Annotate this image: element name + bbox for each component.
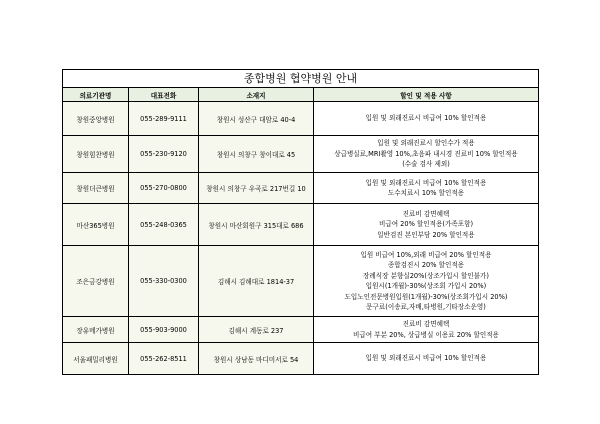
header-name: 의료기관명 [63,88,129,101]
hospital-name: 서울패밀리병원 [63,343,129,374]
benefit-line: 입원 및 외래진료시 비급여 10% 할인적용 [365,178,487,187]
hospital-name: 창원더큰병원 [63,173,129,203]
header-phone: 대표전화 [129,88,199,101]
benefit-line: 진료비 감면혜택 [402,320,450,328]
hospital-table [62,69,539,375]
header-address: 소재지 [199,88,314,101]
table-row [63,102,538,136]
page-title: 종합병원 협약병원 안내 [63,70,538,88]
table-row [63,136,538,173]
benefit-line: 일반검진 본인부담 20% 할인적용 [377,230,475,239]
hospital-phone: 055-903-9000 [129,317,199,342]
benefit-line: 입원 및 외래진료시 비급여 10% 할인적용 [365,354,487,363]
hospital-benefits [314,136,538,172]
hospital-phone: 055-248-0365 [129,204,199,245]
table-row [63,173,538,204]
hospital-benefits [314,343,538,374]
hospital-phone: 055-270-0800 [129,173,199,203]
benefit-line: 비급여 부분 20%, 상급병실 이용료 20% 할인적용 [353,330,499,339]
benefit-line: 입원 비급여 10%,외래 비급여 20% 할인적용 [360,250,492,259]
hospital-name: 창원중앙병원 [63,102,129,135]
benefit-line: 도수치료시 10% 할인적용 [387,189,465,197]
hospital-benefits [314,246,538,316]
hospital-address: 창원시 의창구 우곡로 217번길 10 [199,173,314,203]
table-row [63,317,538,343]
hospital-name: 장유메가병원 [63,317,129,342]
benefit-line: 장례식장 분향실20%(상조가입시 할인불가) [363,271,489,280]
benefit-line: 입원 및 외래진료시 비급여 10% 할인적용 [365,114,487,123]
hospital-phone: 055-289-9111 [129,102,199,135]
hospital-phone: 055-230-9120 [129,136,199,172]
hospital-name: 마산365병원 [63,204,129,245]
header-benefits: 할인 및 적용 사항 [314,88,538,101]
table-row [63,246,538,317]
hospital-benefits [314,317,538,342]
benefit-line: 문구료(이송료,자배,타병원,기타장소운영) [366,303,486,311]
table-row [63,204,538,246]
hospital-name: 창원힘찬병원 [63,136,129,172]
hospital-benefits [314,204,538,245]
benefit-line: 비급여 20% 할인적용(가족포함) [378,220,474,229]
benefit-line: 입원 및 외래진료시 할인수가 적용 [377,139,475,148]
hospital-benefits [314,173,538,203]
hospital-address: 창원시 마산회원구 315대로 686 [199,204,314,245]
benefit-line: 진료비 감면혜택 [402,209,450,218]
table-header-row [63,88,538,102]
hospital-address: 창원시 상남동 마디미서로 54 [199,343,314,374]
table-row [63,343,538,374]
hospital-address: 창원시 의창구 창이대로 45 [199,136,314,172]
benefit-line: 입원시(1개월)-30%(상조회 가입시 20%) [365,282,487,290]
hospital-name: 조은금강병원 [63,246,129,316]
benefit-line: 도입노인전문병원입원(1개월)-30%(상조회가입시 20%) [344,292,508,301]
hospital-address: 김해시 김해대로 1814-37 [199,246,314,316]
hospital-phone: 055-262-8511 [129,343,199,374]
benefit-line: 상급병실료,MRI촬영 10%,초음파 내시경 진료비 10% 할인적용 [334,149,518,158]
benefit-line: 종합검진시 20% 할인적용 [387,261,465,269]
hospital-benefits [314,102,538,135]
hospital-address: 김해시 계동로 237 [199,317,314,342]
hospital-phone: 055-330-0300 [129,246,199,316]
benefit-line: (수술 검사 제외) [402,160,450,169]
hospital-address: 창원시 성산구 대암로 40-4 [199,102,314,135]
